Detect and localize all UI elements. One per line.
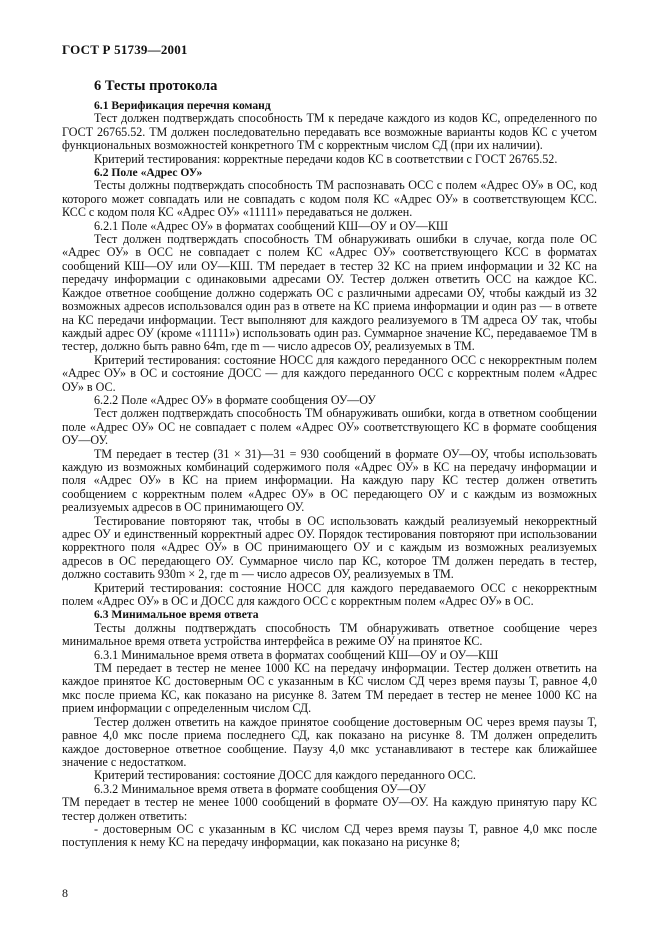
paragraph: Критерий тестирования: состояние НОСС для каждого передаваемого ОСС с некорректным полем «Адрес ОУ» в ОС и ДОСС для каждого ОСС с корректным полем «Адрес ОУ» в ОС. bbox=[62, 580, 597, 609]
heading-6-3-1: 6.3.1 Минимальное время ответа в форматах сообщений КШ—ОУ и ОУ—КШ bbox=[94, 647, 499, 662]
heading-6-1: 6.1 Верификация перечня команд bbox=[94, 99, 271, 112]
paragraph: Критерий тестирования: состояние ДОСС для каждого переданного ОСС. bbox=[94, 768, 476, 783]
paragraph: Тест должен подтверждать способность ТМ обнаруживать ошибки, когда в ответном сообщении поле «Адрес ОУ» ОС не совпадает с полем «Адрес ОУ» соответствующего КС в формате сообщения ОУ—ОУ. bbox=[62, 406, 597, 448]
paragraph: Тест должен подтверждать способность ТМ к передаче каждого из кодов КС, определенного по ГОСТ 26765.52. ТМ должен последовательно передавать все возможные варианты кодов КС с учетом функциональных возможностей конкретного ТМ с корректным числом СД (при их наличии). bbox=[62, 111, 597, 153]
document-body bbox=[62, 78, 597, 850]
paragraph: Тесты должны подтверждать способность ТМ распознавать ОСС с полем «Адрес ОУ» в ОС, код которого может совпадать или не совпадать с кодом поля КС «Адрес ОУ» в соответствующем КСС. КСС с кодом поля КС «Адрес ОУ» «11111» передаваться не должен. bbox=[62, 178, 597, 220]
heading-6-3-2: 6.3.2 Минимальное время ответа в формате сообщения ОУ—ОУ bbox=[94, 781, 427, 796]
paragraph: Тестирование повторяют так, чтобы в ОС использовать каждый реализуемый некорректный адрес ОУ и единственный корректный адрес ОУ. Порядок тестирования повторяют при использовании корректного поля «Адрес ОУ» в ОС принимающего ОУ и с каждым из возможных реализуемых адресов в ОС передающего ОУ. Суммарное число пар КС, которое ТМ должен передать в тестер, должно составить 930m × 2, где m — число адресов ОУ, реализуемых в ТМ. bbox=[62, 513, 597, 582]
paragraph: Тест должен подтверждать способность ТМ обнаруживать ошибки в случае, когда поле ОС «Адрес ОУ» в ОСС не совпадает с полем КС «Адрес ОУ» соответствующего КСС в форматах сообщений КШ—ОУ или ОУ—КШ. ТМ передает в тестер 32 КС на прием информации и 32 КС на передачу информации с одинаковыми адресами ОУ. Тестер должен ответить ОСС на каждое КС. Каждое ответное сообщение должно содержать ОС с различными адресами ОУ, чтобы каждый из 32 возможных адресов использовался один раз в ответе на КС приема информации и один раз — в ответе на КС передачи информации. Тест выполняют для каждого реализуемого в ТМ адреса ОУ так, чтобы каждый адрес ОУ (кроме «11111») использовать один раз. Суммарное значение КС, передаваемое ТМ в тестер, должно быть равно 64m, где m — число адресов ОУ, реализуемых в ТМ. bbox=[62, 232, 597, 354]
list-item: - достоверным ОС с указанным в КС числом СД через время паузы T, равное 4,0 мкс после поступления к нему КС на передачу информации, как показано на рисунке 8; bbox=[62, 821, 597, 850]
paragraph: Критерий тестирования: корректные передачи кодов КС в соответствии с ГОСТ 26765.52. bbox=[94, 151, 558, 166]
heading-6-2-2: 6.2.2 Поле «Адрес ОУ» в формате сообщения ОУ—ОУ bbox=[94, 392, 376, 407]
heading-6-2-1: 6.2.1 Поле «Адрес ОУ» в форматах сообщений КШ—ОУ и ОУ—КШ bbox=[94, 218, 449, 233]
standard-header: ГОСТ Р 51739—2001 bbox=[62, 42, 188, 57]
page-number: 8 bbox=[62, 886, 68, 900]
paragraph: ТМ передает в тестер (31 × 31)—31 = 930 сообщений в формате ОУ—ОУ, чтобы использовать каждую из возможных комбинаций содержимого поля «Адрес ОУ» в КС на передачу информации и поля «Адрес ОУ» в КС на прием информации. На каждую пару КС тестер должен ответить сообщением с корректным полем «Адрес ОУ» в ОС передающего ОУ и с каждым из возможных реализуемых адресов в ОС принимающего ОУ. bbox=[62, 446, 597, 515]
paragraph: Тесты должны подтверждать способность ТМ обнаруживать ответное сообщение через минимальное время ответа устройства интерфейса в режиме ОУ на принятое КС. bbox=[62, 620, 597, 649]
paragraph: ТМ передает в тестер не менее 1000 сообщений в формате ОУ—ОУ. На каждую принятую пару КС тестер должен ответить: bbox=[62, 795, 597, 823]
paragraph: Критерий тестирования: состояние НОСС для каждого переданного ОСС с некорректным полем «Адрес ОУ» в ОС и состояние ДОСС — для каждого переданного ОСС с корректным полем «Адрес ОУ» в ОС. bbox=[62, 352, 597, 394]
heading-6-3: 6.3 Минимальное время ответа bbox=[94, 608, 259, 622]
paragraph: Тестер должен ответить на каждое принятое сообщение достоверным ОС через время паузы T, равное 4,0 мкс после приема последнего СД, как показано на рисунке 8. ТМ должен определить каждое достоверное ответное сообщение. Паузу 4,0 мкс устанавливают в тестере как ближайшее значение с недостатком. bbox=[62, 714, 597, 769]
paragraph: ТМ передает в тестер не менее 1000 КС на передачу информации. Тестер должен ответить на каждое принятое КС достоверным ОС с указанным в КС числом СД через время паузы T, равное 4,0 мкс после приема КС, как показано на рисунке 8. Затем ТМ передает в тестер не менее 1000 КС на прием информации с определенным числом СД. bbox=[62, 661, 597, 716]
heading-6-2: 6.2 Поле «Адрес ОУ» bbox=[94, 166, 203, 180]
section-title: 6 Тесты протокола bbox=[94, 78, 218, 94]
